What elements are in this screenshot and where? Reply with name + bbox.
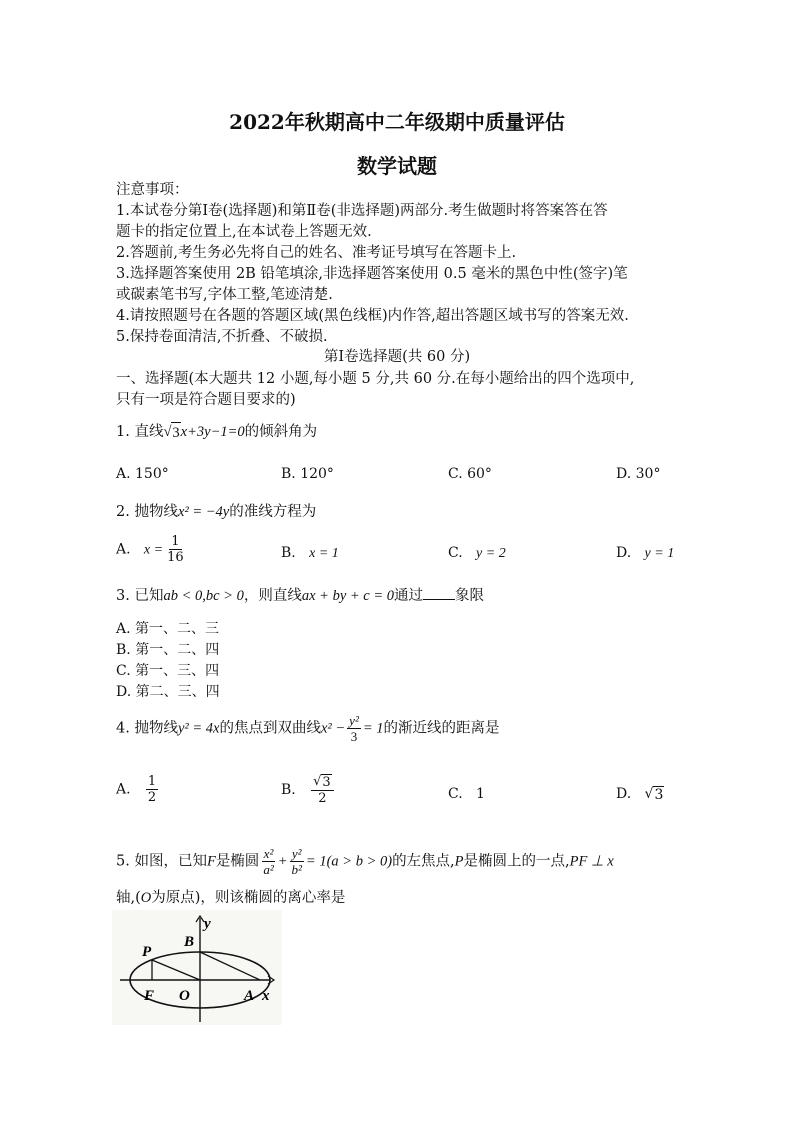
radical-sign: √ [644,786,654,802]
sqrt-3 [163,422,180,443]
q2-suffix: 的准线方程为 [229,504,317,520]
ellipse-figure [112,910,282,1025]
fraction-denominator: 2 [147,790,157,805]
question-5-stem-line-2 [116,888,345,908]
note-1-line-2: 题卡的指定位置上,在本试卷上答题无效. [116,224,372,240]
q3-mid: ，则直线 [243,588,302,604]
q2-option-a-label: A. [116,541,131,558]
q1-option-c[interactable]: C. 60° [448,466,492,482]
q5-plus: + [277,853,288,870]
note-3-line-1: 3.选择题答案使用 2B 铅笔填涂,非选择题答案使用 0.5 毫米的黑色中性(签字)笔 [116,266,628,282]
sqrt-argument: 3 [654,787,664,803]
sqrt-argument: 3 [322,775,331,790]
fraction-numerator: x² [263,846,274,861]
q1-suffix: 的倾斜角为 [244,424,318,440]
q2-option-a-lhs: x = [143,542,164,558]
label-x: x [262,988,270,1004]
q4-option-d[interactable] [616,786,664,803]
q3-option-b[interactable]: B. 第一、二、四 [116,642,220,658]
q2-option-a[interactable] [116,534,188,565]
sqrt-3 [313,774,332,790]
question-2-stem [116,502,316,522]
q2-option-c-label: C. [448,545,463,561]
q5-fraction-y [290,846,304,877]
fraction-denominator: b² [291,862,302,877]
fraction-denominator: a² [263,862,274,877]
answer-blank[interactable] [423,585,455,600]
q5-origin-O: O [140,890,152,906]
q5-point-P: P [454,853,464,870]
question-3-stem [116,585,484,606]
fraction-numerator: 1 [171,534,180,549]
q4-option-c[interactable] [448,786,485,802]
q5-ellipse-condition: = 1(a > b > 0) [305,853,393,870]
q5-prefix: 5. 如图，已知 [116,853,207,870]
q4-option-a-label: A. [116,781,131,798]
q4-option-d-label: D. [616,786,632,802]
q2-option-d-value: y = 1 [644,546,675,561]
q1-expr-rest: x+3y−1=0 [180,424,245,440]
q4-option-b-label: B. [281,782,296,798]
note-1-line-1: 1.本试卷分第Ⅰ卷(选择题)和第Ⅱ卷(非选择题)两部分.考生做题时将答案答在答 [116,203,608,219]
q3-option-c[interactable]: C. 第一、三、四 [116,663,220,679]
q5-is-ellipse: 是椭圆 [215,853,260,870]
sqrt-argument: 3 [171,422,180,443]
fraction-numerator [311,774,334,791]
q4-option-a-fraction [146,774,158,805]
fraction-denominator: 16 [167,550,184,565]
notes-heading: 注意事项： [116,182,189,198]
q2-option-c-value: y = 2 [476,546,506,561]
q4-option-c-label: C. [448,786,463,802]
q4-parabola: y² = 4x [177,720,220,737]
fraction-numerator: 1 [147,774,157,789]
fraction-denominator: 3 [350,729,358,744]
q5-on-ellipse: 是椭圆上的一点, [463,853,570,870]
q2-expression: x² = −4y [177,504,230,520]
q2-option-c[interactable] [448,545,506,562]
label-F: F [144,988,155,1004]
note-3-line-2: 或碳素笔书写,字体工整,笔迹清楚. [116,287,333,303]
q4-hyperbola-fraction [347,713,361,744]
radical-sign: √ [313,774,322,789]
fraction-numerator: y² [291,846,302,861]
q1-option-d[interactable]: D. 30° [616,466,661,482]
note-5: 5.保持卷面清洁,不折叠、不破损. [116,329,328,345]
label-A: A [244,988,255,1004]
question-4-stem [116,713,500,744]
q3-suffix-a: 通过 [394,588,424,604]
sqrt-3 [645,786,665,803]
q3-option-a[interactable]: A. 第一、二、三 [116,621,220,637]
q4-suffix: 的渐近线的距离是 [383,720,500,737]
q4-mid: 的焦点到双曲线 [219,720,321,737]
q1-option-b[interactable]: B. 120° [281,466,334,482]
q2-option-b-label: B. [281,545,296,561]
question-5-stem-line-1 [116,846,614,877]
q3-option-d[interactable]: D. 第二、三、四 [116,684,220,700]
note-4: 4.请按照题号在各题的答题区域(黑色线框)内作答,超出答题区域书写的答案无效. [116,308,629,324]
q2-prefix: 2. 抛物线 [116,504,178,520]
section-intro-line-1: 一、选择题(本大题共 12 小题,每小题 5 分,共 60 分.在每小题给出的四个选项中, [116,371,635,387]
q4-option-c-value: 1 [476,786,485,802]
label-O: O [179,988,190,1004]
q5-line2-b: 为原点)，则该椭圆的离心率是 [151,890,346,906]
q4-hyperbola-b: = 1 [362,720,384,737]
q5-line2-a: 轴,( [116,890,141,906]
q3-prefix: 3. 已知 [116,588,164,604]
fraction-denominator: 2 [318,791,327,806]
exam-subtitle: 数学试题 [357,154,437,178]
section-intro-line-2: 只有一项是符合题目要求的) [116,392,296,408]
q2-option-b-value: x = 1 [309,546,339,561]
note-2: 2.答题前,考生务必先将自己的姓名、准考证号填写在答题卡上. [116,245,517,261]
q4-option-b-fraction [311,774,334,806]
fraction-numerator: y² [349,713,359,728]
label-y: y [204,916,211,932]
q4-hyperbola-a: x² − [320,720,346,737]
q1-prefix: 1. 直线 [116,424,164,440]
q2-option-b[interactable] [281,545,339,562]
q1-option-a[interactable]: A. 150° [116,466,169,482]
q4-prefix: 4. 抛物线 [116,720,178,737]
q2-option-d[interactable] [616,545,674,562]
q2-option-d-label: D. [616,545,632,561]
question-1-stem [116,422,317,443]
label-P: P [142,944,152,960]
part1-heading: 第Ⅰ卷选择题(共 60 分) [323,349,471,365]
q5-left-focus: 的左焦点, [392,853,455,870]
radical-sign: √ [163,424,172,440]
q4-option-a[interactable] [116,774,160,805]
q3-condition: ab < 0,bc > 0 [163,588,244,604]
q5-perpendicular: PF ⊥ x [569,853,614,870]
q2-option-a-fraction [165,534,186,565]
q4-option-b[interactable] [281,774,336,806]
q1-expression [163,424,244,440]
q3-suffix-b: 象限 [455,588,485,604]
exam-title: 2022年秋期高中二年级期中质量评估 [229,110,565,134]
q5-fraction-x [261,846,275,877]
label-B: B [184,934,195,950]
q5-focus-F: F [206,853,216,870]
q3-expression: ax + by + c = 0 [301,588,395,604]
